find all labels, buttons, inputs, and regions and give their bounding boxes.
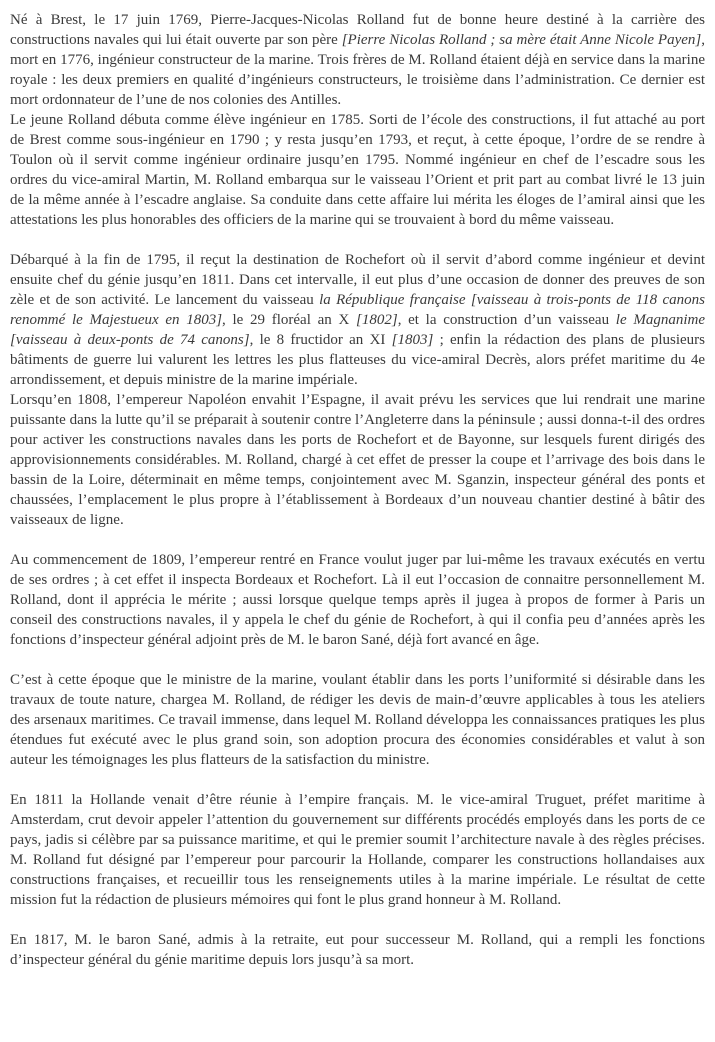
paragraph-block bbox=[10, 670, 705, 770]
paragraph bbox=[10, 10, 705, 110]
paragraph bbox=[10, 550, 705, 650]
paragraph-block bbox=[10, 10, 705, 230]
text-run: C’est à cette époque que le ministre de la marine, voulant établir dans les ports l’uniformité si désirable dans les travaux de toute nature, chargea M. Rolland, de rédiger les devis de main-d’œuvre applicables à tous les ateliers des arsenaux maritimes. Ce travail immense, dans lequel M. Rolland développa les connaissances pratiques les plus étendues fut exécuté avec le plus grand soin, son adoption procura des économies considérables et valut à son auteur les témoignages les plus flatteurs de la satisfaction du ministre. bbox=[10, 672, 705, 768]
paragraph-block bbox=[10, 250, 705, 530]
text-run: , mort en 1776, ingénieur constructeur de la marine. Trois frères de M. Rolland étaient déjà en service dans la marine royale : les deux premiers en qualité d’ingénieurs constructeurs, le troisième dans l’administration. Ce dernier est mort ordonnateur de l’une de nos colonies des Antilles. bbox=[10, 32, 705, 108]
text-run: En 1817, M. le baron Sané, admis à la retraite, eut pour successeur M. Rolland, qui a rempli les fonctions d’inspecteur général du génie maritime depuis lors jusqu’à sa mort. bbox=[10, 932, 705, 968]
paragraph-block bbox=[10, 790, 705, 910]
paragraph bbox=[10, 250, 705, 390]
paragraph bbox=[10, 930, 705, 970]
text-run: Débarqué à la fin de 1795, il reçut la destination de Rochefort où il servit d’abord comme ingénieur et devint ensuite chef du génie jusqu’en 1811. Dans cet intervalle, il eut plus d’une occasion de donner des preuves de son zèle et de son activité. Le lancement du vaisseau bbox=[10, 252, 705, 308]
italic-text-run: la République française [vaisseau à trois-ponts de 118 canons renommé le Majestueux en 1803] bbox=[10, 292, 705, 328]
text-run: Né à Brest, le 17 juin 1769, Pierre-Jacques-Nicolas Rolland fut de bonne heure destiné à la carrière des constructions navales qui lui était ouverte par son père bbox=[10, 12, 705, 48]
text-run: , le 8 fructidor an XI bbox=[249, 332, 392, 348]
text-run: Le jeune Rolland débuta comme élève ingénieur en 1785. Sorti de l’école des constructions, il fut attaché au port de Brest comme sous-ingénieur en 1790 ; y resta jusqu’en 1793, et reçut, à cette époque, l’ordre de se rendre à Toulon où il servit comme ingénieur ordinaire jusqu’en 1795. Nommé ingénieur en chef de l’escadre sous les ordres du vice-amiral Martin, M. Rolland embarqua sur le vaisseau l’Orient et prit part au combat livré le 13 juin de la même année à l’escadre anglaise. Sa conduite dans cette affaire lui mérita les éloges de l’amiral ainsi que les attestations les plus honorables des officiers de la marine qui se trouvaient à bord du même vaisseau. bbox=[10, 112, 705, 228]
paragraph bbox=[10, 790, 705, 910]
text-run: , et la construction d’un vaisseau bbox=[397, 312, 616, 328]
paragraph bbox=[10, 110, 705, 230]
paragraph bbox=[10, 390, 705, 530]
italic-text-run: le Magnanime [vaisseau à deux-ponts de 74 canons] bbox=[10, 312, 705, 348]
italic-text-run: [1802] bbox=[356, 312, 398, 328]
text-run: ; enfin la rédaction des plans de plusieurs bâtiments de guerre lui valurent les lettres les plus flatteuses du vice-amiral Decrès, alors préfet maritime du 4e arrondissement, et depuis ministre de la marine impériale. bbox=[10, 332, 705, 388]
paragraph-block bbox=[10, 930, 705, 970]
document-body bbox=[10, 10, 705, 970]
paragraph bbox=[10, 670, 705, 770]
italic-text-run: [Pierre Nicolas Rolland ; sa mère était Anne Nicole Payen] bbox=[341, 32, 702, 48]
text-run: Au commencement de 1809, l’empereur rentré en France voulut juger par lui-même les travaux exécutés en vertu de ses ordres ; à cet effet il inspecta Bordeaux et Rochefort. Là il eut l’occasion de connaitre personnellement M. Rolland, dont il apprécia le mérite ; aussi lorsque quelque temps après il jugea à propos de former à Paris un conseil des constructions navales, il y appela le chef du génie de Rochefort, à qui il confia peu d’années après les fonctions d’inspecteur général adjoint près de M. le baron Sané, déjà fort avancé en âge. bbox=[10, 552, 705, 648]
italic-text-run: [1803] bbox=[391, 332, 434, 348]
text-run: , le 29 floréal an X bbox=[222, 312, 356, 328]
paragraph-block bbox=[10, 550, 705, 650]
text-run: En 1811 la Hollande venait d’être réunie à l’empire français. M. le vice-amiral Truguet, préfet maritime à Amsterdam, crut devoir appeler l’attention du gouvernement sur différents procédés employés dans les ports de ce pays, jadis si célèbre par sa puissance maritime, et qui le premier soumit l’architecture navale à des règles précises. M. Rolland fut désigné par l’empereur pour parcourir la Hollande, comparer les constructions hollandaises aux constructions françaises, et recueillir tous les renseignements utiles à la marine impériale. Le résultat de cette mission fut la rédaction de plusieurs mémoires qui font le plus grand honneur à M. Rolland. bbox=[10, 792, 705, 908]
text-run: Lorsqu’en 1808, l’empereur Napoléon envahit l’Espagne, il avait prévu les services que lui rendrait une marine puissante dans la lutte qu’il se préparait à soutenir contre l’Angleterre dans la péninsule ; aussi donna-t-il des ordres pour activer les constructions navales dans les ports de Rochefort et de Bayonne, sur lesquels furent dirigés des approvisionnements considérables. M. Rolland, chargé à cet effet de presser la coupe et l’arrivage des bois dans le bassin de la Loire, déterminait en même temps, conjointement avec M. Sganzin, inspecteur général des ponts et chaussées, l’emplacement le plus propre à l’établissement à Bordeaux d’un nouveau chantier destiné à bâtir des vaisseaux de ligne. bbox=[10, 392, 705, 528]
